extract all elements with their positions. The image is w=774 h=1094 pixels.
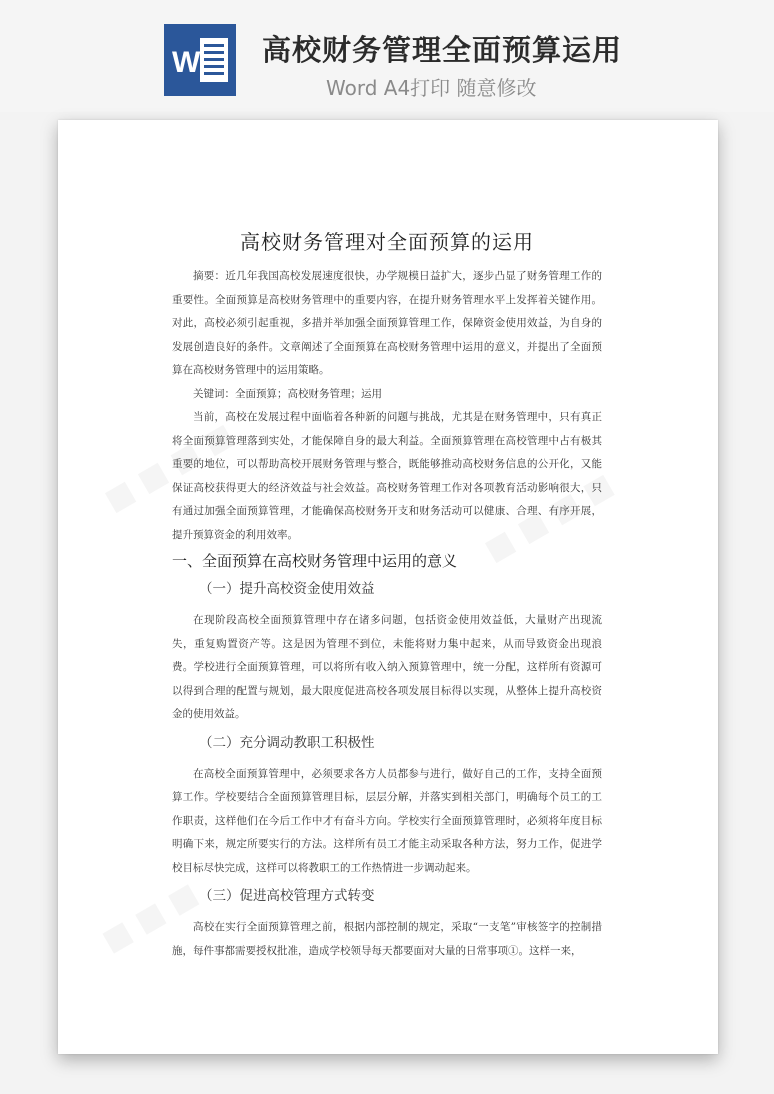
subsection-body-3: 高校在实行全面预算管理之前，根据内部控制的规定，采取“一支笔”审核签字的控制措施，每件事都需要授权批准，造成学校领导每天都要面对大量的日常事项①。这样一来， [172,921,602,957]
document-page [58,120,718,1054]
abstract-paragraph: 摘要：近几年我国高校发展速度很快，办学规模日益扩大，逐步凸显了财务管理工作的重要性。全面预算是高校财务管理中的重要内容，在提升财务管理水平上发挥着关键作用。对此，高校必须引起重视，多措并举加强全面预算管理工作，保障资金使用效益，为自身的发展创造良好的条件。文章阐述了全面预算在高校财务管理中运用的意义，并提出了全面预算在高校财务管理中的运用策略。 [172,270,602,376]
subsection-heading-3: （三）促进高校管理方式转变 [199,888,375,904]
watermark: ■ ■ ■ [96,876,204,959]
banner-title: 高校财务管理全面预算运用 [262,33,623,67]
subsection-heading-2: （二）充分调动教职工积极性 [199,734,375,751]
watermark: ■ ■ ■ ■ [98,416,240,519]
keywords-paragraph: 关键词：全面预算；高校财务管理；运用 [193,387,382,400]
watermark: ■ ■ ■ ■ [478,466,620,569]
banner-subtitle: Word A4打印 随意修改 [326,76,537,100]
document-body [172,226,602,963]
subsection-body-1: 在现阶段高校全面预算管理中存在诸多问题，包括资金使用效益低，大量财产出现流失，重复购置资产等。这是因为管理不到位，未能将财力集中起来，从而导致资金出现浪费。学校进行全面预算管理，可以将所有收入纳入预算管理中，统一分配，这样所有资源可以得到合理的配置与规划，最大限度促进高校各项发展目标得以实现，从整体上提升高校资金的使用效益。 [172,614,602,720]
subsection-body-2: 在高校全面预算管理中，必须要求各方人员都参与进行，做好自己的工作，支持全面预算工作。学校要结合全面预算管理目标，层层分解，并落实到相关部门，明确每个员工的工作职责，这样他们在今后工作中才有奋斗方向。学校实行全面预算管理时，必须将年度目标明确下来，规定所要实行的方法。这样所有员工才能主动采取各种方法，努力工作，促进学校目标尽快完成，这样可以将教职工的工作热情进一步调动起来。 [172,767,602,874]
subsection-heading-1: （一）提升高校资金使用效益 [199,581,375,597]
section-heading: 一、全面预算在高校财务管理中运用的意义 [172,552,458,570]
word-logo-letter: W [172,46,201,79]
document-title: 高校财务管理对全面预算的运用 [240,230,534,254]
header-banner [0,0,774,112]
word-icon [164,24,236,96]
intro-paragraph: 当前，高校在发展过程中面临着各种新的问题与挑战，尤其是在财务管理中，只有真正将全面预算管理落到实处，才能保障自身的最大利益。全面预算管理在高校管理中占有极其重要的地位，可以帮助高校开展财务管理与整合，既能够推动高校财务信息的公开化，又能保证高校获得更大的经济效益与社会效益。高校财务管理工作对各项教育活动影响很大，只有通过加强全面预算管理，才能确保高校财务开支和财务活动可以健康、合理、有序开展，提升预算资金的利用效率。 [172,411,602,541]
